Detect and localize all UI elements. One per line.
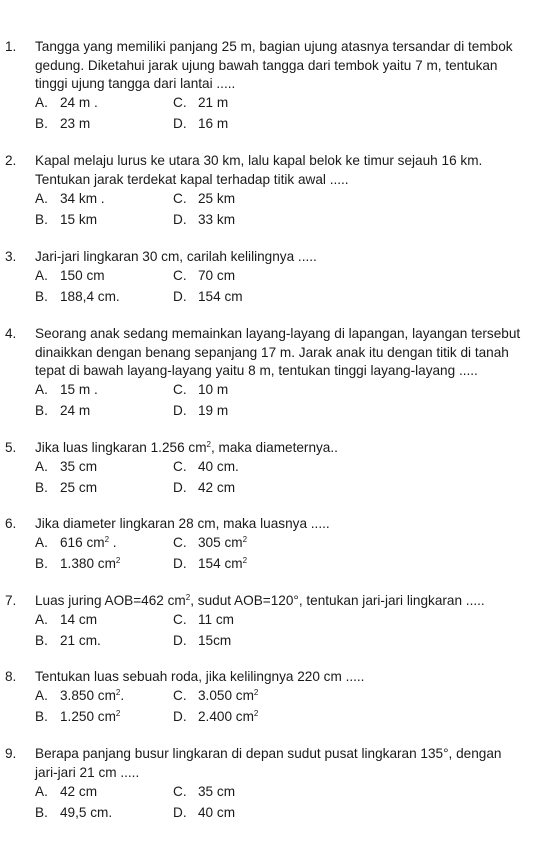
question-text — [35, 38, 550, 94]
option-b[interactable]: B. 188,4 cm. — [35, 289, 120, 304]
option-c[interactable]: C. 70 cm — [173, 268, 236, 283]
question-text-line: Kapal melaju lurus ke utara 30 km, lalu kapal belok ke timur sejauh 16 km. — [35, 153, 483, 168]
answer-options — [35, 190, 545, 232]
option-b[interactable]: B. 24 m — [35, 403, 91, 418]
answer-options — [35, 783, 545, 825]
option-d[interactable]: D. 2.400 $cm^2$ — [173, 709, 259, 724]
question-text-line: Seorang anak sedang memainkan layang-layang di lapangan, layangan tersebut — [35, 326, 521, 341]
question-text-line: dinaikkan dengan benang sepanjang 17 m. Jarak anak itu dengan titik di tanah — [35, 344, 509, 360]
option-d[interactable]: D. 40 cm — [173, 805, 236, 820]
question-text-line: Tangga yang memiliki panjang 25 m, bagian ujung atasnya tersandar di tembok — [35, 39, 513, 54]
question-text — [35, 745, 550, 782]
question-text — [35, 668, 550, 687]
option-d[interactable]: D. 42 cm — [173, 480, 236, 495]
question-number: 5. — [5, 440, 17, 455]
option-c[interactable]: C. 11 cm — [173, 612, 235, 627]
option-a[interactable]: A. 42 cm — [35, 784, 98, 799]
option-d[interactable]: D. 154 cm — [173, 289, 243, 304]
option-b[interactable]: B. 1.250 $cm^2$ — [35, 709, 121, 724]
answer-options — [35, 687, 545, 729]
question-number: 9. — [5, 746, 17, 761]
option-d[interactable]: D. 154 $cm^2$ — [173, 556, 248, 571]
option-d[interactable]: D. 33 km — [173, 212, 236, 227]
question-text-line: Luas juring AOB=462 $cm^2$, sudut AOB=120°, tentukan jari-jari lingkaran ..... — [35, 593, 485, 608]
option-a[interactable]: A. 15 m . — [35, 382, 98, 397]
question-number: 6. — [5, 516, 17, 531]
question-text — [35, 592, 550, 611]
option-c[interactable]: C. 25 km — [173, 191, 236, 206]
question-text-line: Jika diameter lingkaran 28 cm, maka luasnya ..... — [35, 516, 330, 531]
question-text — [35, 515, 550, 534]
answer-options — [35, 94, 545, 136]
option-c[interactable]: C. 10 m — [173, 382, 229, 397]
option-c[interactable]: C. 3.050 $cm^2$ — [173, 688, 259, 703]
option-a[interactable]: A. 35 cm — [35, 459, 98, 474]
option-d[interactable]: D. 15cm — [173, 633, 232, 648]
question-number: 4. — [5, 326, 17, 341]
question-number: 1. — [5, 39, 17, 54]
question-text-line: jari-jari 21 cm ..... — [35, 764, 140, 780]
question-number: 3. — [5, 249, 17, 264]
option-a[interactable]: A. 616 $cm^2$ . — [35, 535, 117, 550]
option-b[interactable]: B. 25 cm — [35, 480, 98, 495]
question-text-line: Berapa panjang busur lingkaran di depan sudut pusat lingkaran 135°, dengan — [35, 746, 502, 761]
question-text-line: tinggi ujung tangga dari lantai ..... — [35, 76, 236, 91]
option-a[interactable]: A. 150 cm — [35, 268, 105, 283]
option-a[interactable]: A. 34 km . — [35, 191, 105, 206]
option-d[interactable]: D. 19 m — [173, 403, 229, 418]
answer-options — [35, 534, 545, 576]
answer-options — [35, 458, 545, 500]
option-c[interactable]: C. 40 cm. — [173, 459, 239, 474]
question-text-line: Jika luas lingkaran 1.256 $cm^2$, maka diameternya.. — [35, 440, 338, 455]
question-text-line: gedung. Diketahui jarak ujung bawah tangga dari tembok yaitu 7 m, tentukan — [35, 57, 498, 73]
option-c[interactable]: C. 35 cm — [173, 784, 236, 799]
question-text-line: Tentukan jarak terdekat kapal terhadap titik awal ..... — [35, 171, 349, 187]
answer-options — [35, 381, 545, 423]
question-text — [35, 152, 550, 189]
question-text-line: Jari-jari lingkaran 30 cm, carilah kelilingnya ..... — [35, 249, 317, 264]
option-c[interactable]: C. 21 m — [173, 95, 229, 110]
option-b[interactable]: B. 49,5 cm. — [35, 805, 113, 820]
question-text — [35, 439, 550, 458]
question-number: 7. — [5, 593, 17, 608]
option-a[interactable]: A. 14 cm — [35, 612, 98, 627]
question-text-line: Tentukan luas sebuah roda, jika kelilingnya 220 cm ..... — [35, 669, 365, 684]
question-text — [35, 325, 550, 381]
question-number: 8. — [5, 669, 17, 684]
option-b[interactable]: B. 23 m — [35, 116, 91, 131]
option-d[interactable]: D. 16 m — [173, 116, 229, 131]
question-text — [35, 248, 550, 267]
option-b[interactable]: B. 21 cm. — [35, 633, 101, 648]
option-a[interactable]: A. 24 m . — [35, 95, 98, 110]
option-c[interactable]: C. 305 $cm^2$ — [173, 535, 248, 550]
question-number: 2. — [5, 153, 17, 168]
question-text-line: tepat di bawah layang-layang yaitu 8 m, tentukan tinggi layang-layang ..... — [35, 363, 478, 378]
answer-options — [35, 611, 545, 653]
option-b[interactable]: B. 15 km — [35, 212, 98, 227]
option-b[interactable]: B. 1.380 $cm^2$ — [35, 556, 121, 571]
answer-options — [35, 267, 545, 309]
option-a[interactable]: A. 3.850 $cm^2$. — [35, 688, 125, 703]
